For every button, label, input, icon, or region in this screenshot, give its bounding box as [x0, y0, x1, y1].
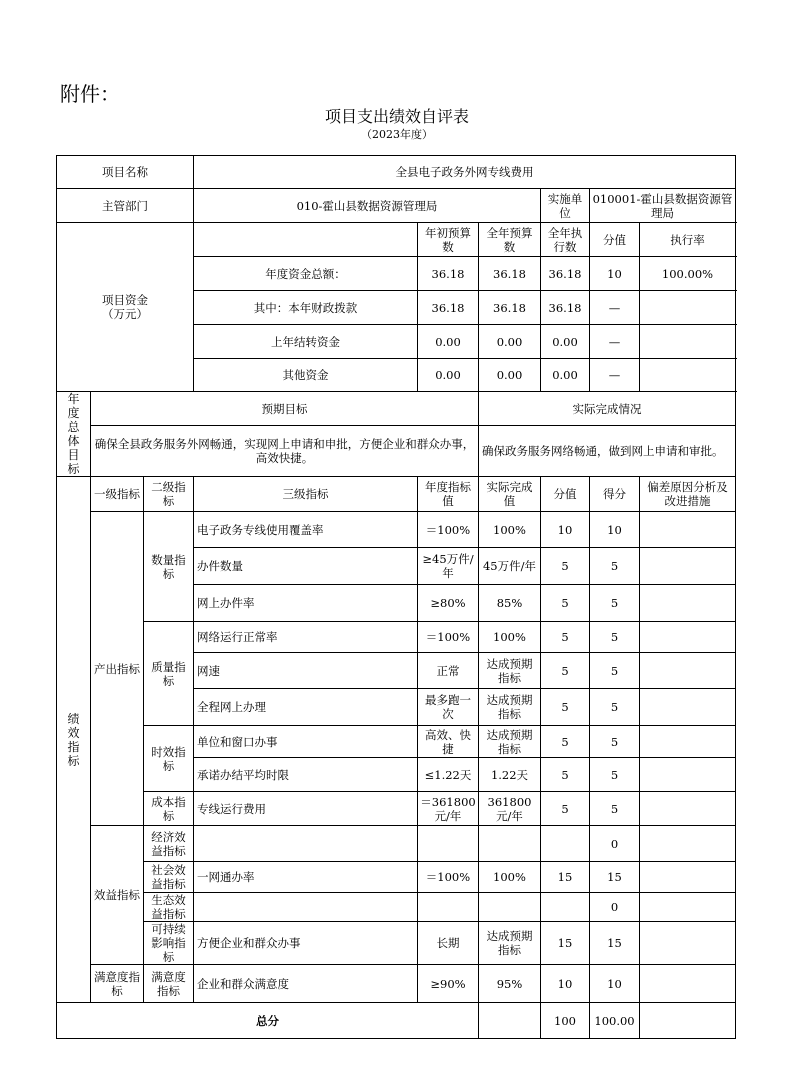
- reason: [640, 689, 736, 726]
- actual-value: 45万件/年: [479, 548, 541, 585]
- perf-header-row: [57, 477, 736, 512]
- target-value: ＝361800元/年: [418, 792, 479, 826]
- actual-value: 100%: [479, 512, 541, 548]
- funds-rate: [640, 291, 736, 325]
- perf-row: [57, 726, 736, 758]
- department-label: 主管部门: [57, 189, 194, 223]
- perf-row: [57, 893, 736, 922]
- funds-annual: 0.00: [479, 359, 541, 392]
- funds-score-value: 10: [590, 257, 640, 291]
- score-value: 5: [541, 653, 590, 689]
- funds-blank-header: [194, 223, 418, 257]
- total-reason: [640, 1003, 736, 1039]
- reason: [640, 826, 736, 862]
- funds-row-label: 其中：本年财政拨款: [194, 291, 418, 325]
- target-value: ＝100%: [418, 512, 479, 548]
- score: 5: [590, 653, 640, 689]
- funds-initial: 0.00: [418, 325, 479, 359]
- level3-name: 网速: [194, 653, 418, 689]
- target-value: 最多跑一次: [418, 689, 479, 726]
- score-value: 5: [541, 758, 590, 792]
- funds-exec: 36.18: [541, 257, 590, 291]
- score: 5: [590, 622, 640, 653]
- score: 5: [590, 585, 640, 622]
- header-score: 得分: [590, 477, 640, 512]
- reason: [640, 893, 736, 922]
- department-value: 010-霍山县数据资源管理局: [194, 189, 541, 223]
- project-name-value: 全县电子政务外网专线费用: [194, 156, 736, 189]
- actual-value: 达成预期指标: [479, 726, 541, 758]
- perf-label-text: 绩效指标: [67, 711, 80, 768]
- score: 0: [590, 893, 640, 922]
- funds-score-value: —: [590, 359, 640, 392]
- perf-row: [57, 922, 736, 965]
- level3-name: 承诺办结平均时限: [194, 758, 418, 792]
- level3-name: 方便企业和群众办事: [194, 922, 418, 965]
- score: 0: [590, 826, 640, 862]
- perf-row: [57, 622, 736, 653]
- level3-name: 一网通办率: [194, 862, 418, 893]
- year-subtitle: （2023年度）: [361, 128, 433, 141]
- unit-value: 010001-霍山县数据资源管理局: [590, 189, 736, 223]
- project-name-label: 项目名称: [57, 156, 194, 189]
- goals-row: [57, 426, 736, 477]
- reason: [640, 726, 736, 758]
- attachment-label: 附件：: [60, 82, 120, 106]
- score-value: 5: [541, 622, 590, 653]
- level2-cost: 成本指标: [144, 792, 194, 826]
- target-value: 高效、快捷: [418, 726, 479, 758]
- reason: [640, 965, 736, 1003]
- funds-label: 项目资金 （万元）: [57, 223, 194, 392]
- funds-rate: [640, 359, 736, 392]
- score-value: 15: [541, 862, 590, 893]
- level3-name: 电子政务专线使用覆盖率: [194, 512, 418, 548]
- perf-row: [57, 826, 736, 862]
- funds-score-value: —: [590, 291, 640, 325]
- funds-initial: 36.18: [418, 291, 479, 325]
- header-actual: 实际完成值: [479, 477, 541, 512]
- score-value: 10: [541, 965, 590, 1003]
- reason: [640, 862, 736, 893]
- actual-value: 361800元/年: [479, 792, 541, 826]
- reason: [640, 792, 736, 826]
- level2-time: 时效指标: [144, 726, 194, 792]
- goals-header-row: [57, 392, 736, 426]
- reason: [640, 653, 736, 689]
- score: 15: [590, 862, 640, 893]
- score-value: 15: [541, 922, 590, 965]
- funds-row-label: 年度资金总额：: [194, 257, 418, 291]
- target-value: ＝100%: [418, 862, 479, 893]
- total-blank: [479, 1003, 541, 1039]
- funds-initial: 0.00: [418, 359, 479, 392]
- level2-quantity: 数量指标: [144, 512, 194, 622]
- target-value: 长期: [418, 922, 479, 965]
- total-score: 100.00: [590, 1003, 640, 1039]
- actual-value: [479, 826, 541, 862]
- score: 5: [590, 689, 640, 726]
- level2-economic: 经济效益指标: [144, 826, 194, 862]
- score-value: 5: [541, 792, 590, 826]
- score: 10: [590, 965, 640, 1003]
- actual-result-header: 实际完成情况: [479, 392, 736, 426]
- reason: [640, 622, 736, 653]
- score-value: 5: [541, 548, 590, 585]
- score-value: 5: [541, 585, 590, 622]
- actual-value: [479, 893, 541, 922]
- reason: [640, 922, 736, 965]
- actual-value: 100%: [479, 862, 541, 893]
- header-score-value: 分值: [590, 223, 640, 257]
- level3-name: 网上办件率: [194, 585, 418, 622]
- funds-row-label: 其他资金: [194, 359, 418, 392]
- level1-benefit: 效益指标: [91, 826, 144, 965]
- perf-row: [57, 792, 736, 826]
- actual-result-text: 确保政务服务网络畅通，做到网上申请和审批。: [479, 426, 736, 477]
- score: 5: [590, 726, 640, 758]
- annual-goal-label: [57, 392, 91, 477]
- score: 5: [590, 758, 640, 792]
- level3-name: [194, 893, 418, 922]
- level3-name: [194, 826, 418, 862]
- target-value: [418, 826, 479, 862]
- level1-satisfaction: 满意度指标: [91, 965, 144, 1003]
- funds-header-row: [57, 223, 736, 257]
- score: 10: [590, 512, 640, 548]
- funds-rate: [640, 325, 736, 359]
- score: 5: [590, 792, 640, 826]
- funds-row-label: 上年结转资金: [194, 325, 418, 359]
- target-value: [418, 893, 479, 922]
- target-value: ≤1.22天: [418, 758, 479, 792]
- reason: [640, 512, 736, 548]
- level2-social: 社会效益指标: [144, 862, 194, 893]
- level3-name: 专线运行费用: [194, 792, 418, 826]
- funds-exec: 36.18: [541, 291, 590, 325]
- score-value: [541, 893, 590, 922]
- target-value: ≥90%: [418, 965, 479, 1003]
- actual-value: 达成预期指标: [479, 922, 541, 965]
- level2-eco: 生态效益指标: [144, 893, 194, 922]
- score-value: 10: [541, 512, 590, 548]
- score-value: 5: [541, 689, 590, 726]
- department-row: [57, 189, 736, 223]
- funds-annual: 36.18: [479, 257, 541, 291]
- target-value: ＝100%: [418, 622, 479, 653]
- actual-value: 达成预期指标: [479, 653, 541, 689]
- actual-value: 达成预期指标: [479, 689, 541, 726]
- funds-annual: 36.18: [479, 291, 541, 325]
- level3-name: 全程网上办理: [194, 689, 418, 726]
- header-initial-budget: 年初预算数: [418, 223, 479, 257]
- header-reason: 偏差原因分析及改进措施: [640, 477, 736, 512]
- total-label: 总分: [57, 1003, 479, 1039]
- unit-label: 实施单位: [541, 189, 590, 223]
- level2-quality: 质量指标: [144, 622, 194, 726]
- funds-score-value: —: [590, 325, 640, 359]
- header-level1: 一级指标: [91, 477, 144, 512]
- funds-initial: 36.18: [418, 257, 479, 291]
- level3-name: 办件数量: [194, 548, 418, 585]
- funds-rate: 100.00%: [640, 257, 736, 291]
- header-annual-budget: 全年预算数: [479, 223, 541, 257]
- project-name-row: [57, 156, 736, 189]
- page-title: 项目支出绩效自评表: [324, 107, 469, 126]
- score-value: 5: [541, 726, 590, 758]
- perf-row: [57, 965, 736, 1003]
- funds-annual: 0.00: [479, 325, 541, 359]
- header-target: 年度指标值: [418, 477, 479, 512]
- funds-exec: 0.00: [541, 359, 590, 392]
- expected-goal-header: 预期目标: [91, 392, 479, 426]
- header-exec-rate: 执行率: [640, 223, 736, 257]
- total-score-value: 100: [541, 1003, 590, 1039]
- score: 15: [590, 922, 640, 965]
- funds-exec: 0.00: [541, 325, 590, 359]
- reason: [640, 758, 736, 792]
- header-level2: 二级指标: [144, 477, 194, 512]
- level3-name: 单位和窗口办事: [194, 726, 418, 758]
- target-value: 正常: [418, 653, 479, 689]
- perf-row: [57, 862, 736, 893]
- header-annual-exec: 全年执行数: [541, 223, 590, 257]
- perf-row: [57, 512, 736, 548]
- target-value: ≥80%: [418, 585, 479, 622]
- score-value: [541, 826, 590, 862]
- level3-name: 企业和群众满意度: [194, 965, 418, 1003]
- perf-label: [57, 477, 91, 1003]
- level3-name: 网络运行正常率: [194, 622, 418, 653]
- actual-value: 100%: [479, 622, 541, 653]
- header-score-value: 分值: [541, 477, 590, 512]
- header-level3: 三级指标: [194, 477, 418, 512]
- total-row: [57, 1003, 736, 1039]
- reason: [640, 585, 736, 622]
- annual-goal-label-text: 年度总体目标: [67, 392, 80, 476]
- reason: [640, 548, 736, 585]
- expected-goal-text: 确保全县政务服务外网畅通，实现网上申请和申批，方便企业和群众办事，高效快捷。: [91, 426, 479, 477]
- performance-table: [56, 155, 736, 1039]
- actual-value: 85%: [479, 585, 541, 622]
- actual-value: 95%: [479, 965, 541, 1003]
- target-value: ≥45万件/年: [418, 548, 479, 585]
- level2-satisfaction: 满意度指标: [144, 965, 194, 1003]
- level2-sustain: 可持续影响指标: [144, 922, 194, 965]
- actual-value: 1.22天: [479, 758, 541, 792]
- level1-output: 产出指标: [91, 512, 144, 826]
- score: 5: [590, 548, 640, 585]
